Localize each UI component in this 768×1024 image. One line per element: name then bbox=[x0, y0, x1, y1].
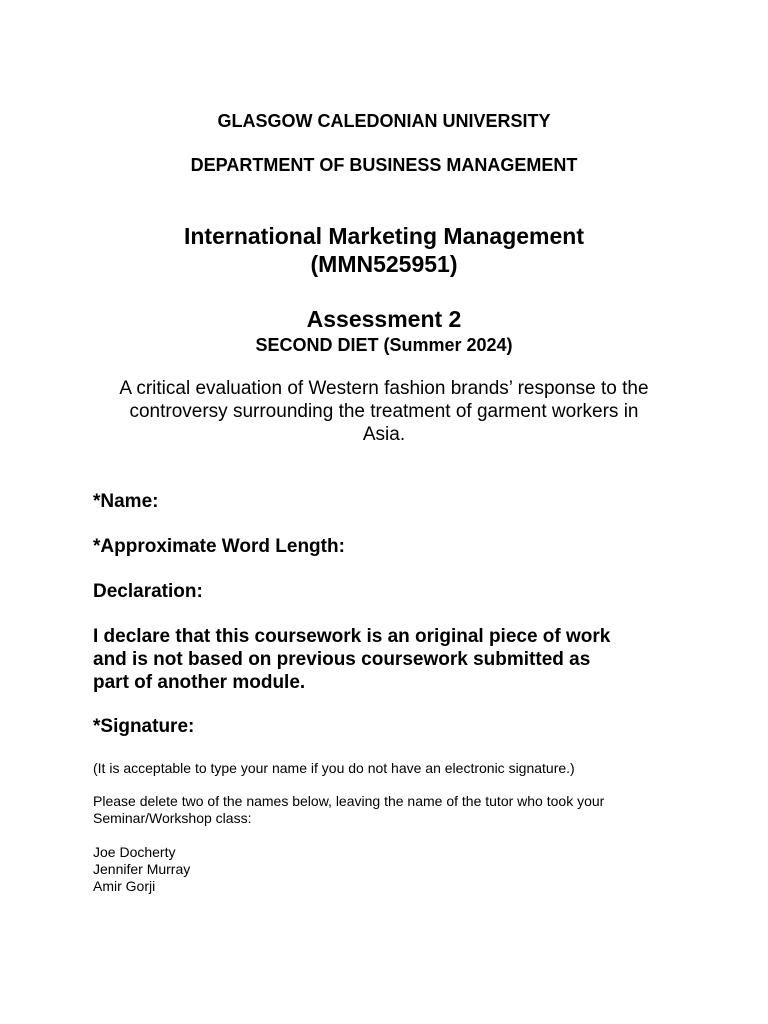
name-label: *Name: bbox=[93, 491, 159, 512]
module-code: (MMN525951) bbox=[310, 251, 458, 277]
department-name: DEPARTMENT OF BUSINESS MANAGEMENT bbox=[190, 155, 578, 175]
tutor-list bbox=[93, 844, 190, 895]
instruction-line-2: Seminar/Workshop class: bbox=[93, 810, 252, 826]
module-title bbox=[0, 222, 768, 278]
university-name: GLASGOW CALEDONIAN UNIVERSITY bbox=[217, 111, 551, 131]
list-item: Jennifer Murray bbox=[93, 861, 191, 877]
declaration-line-3: part of another module. bbox=[93, 672, 306, 693]
declaration-line-1: I declare that this coursework is an original piece of work bbox=[93, 626, 611, 647]
topic-line-1: A critical evaluation of Western fashion brands’ response to the bbox=[119, 378, 649, 399]
assessment-diet: SECOND DIET (Summer 2024) bbox=[255, 335, 513, 355]
module-title-line-1: International Marketing Management bbox=[183, 223, 584, 249]
declaration-statement bbox=[93, 625, 693, 694]
assessment-title: Assessment 2 bbox=[306, 306, 462, 332]
list-item: Amir Gorji bbox=[93, 878, 156, 894]
list-item: Joe Docherty bbox=[93, 844, 176, 860]
signature-note: (It is acceptable to type your name if you do not have an electronic signature.) bbox=[93, 760, 575, 776]
topic-line-2: controversy surrounding the treatment of garment workers in bbox=[129, 401, 639, 422]
topic-line-3: Asia. bbox=[362, 424, 406, 445]
assessment-topic bbox=[84, 377, 684, 446]
instruction-line-1: Please delete two of the names below, leaving the name of the tutor who took your bbox=[93, 793, 605, 809]
word-length-label: *Approximate Word Length: bbox=[93, 536, 345, 557]
declaration-label: Declaration: bbox=[93, 581, 203, 602]
declaration-line-2: and is not based on previous coursework submitted as bbox=[93, 649, 591, 670]
tutor-delete-instruction bbox=[93, 793, 713, 827]
signature-label: *Signature: bbox=[93, 716, 195, 737]
